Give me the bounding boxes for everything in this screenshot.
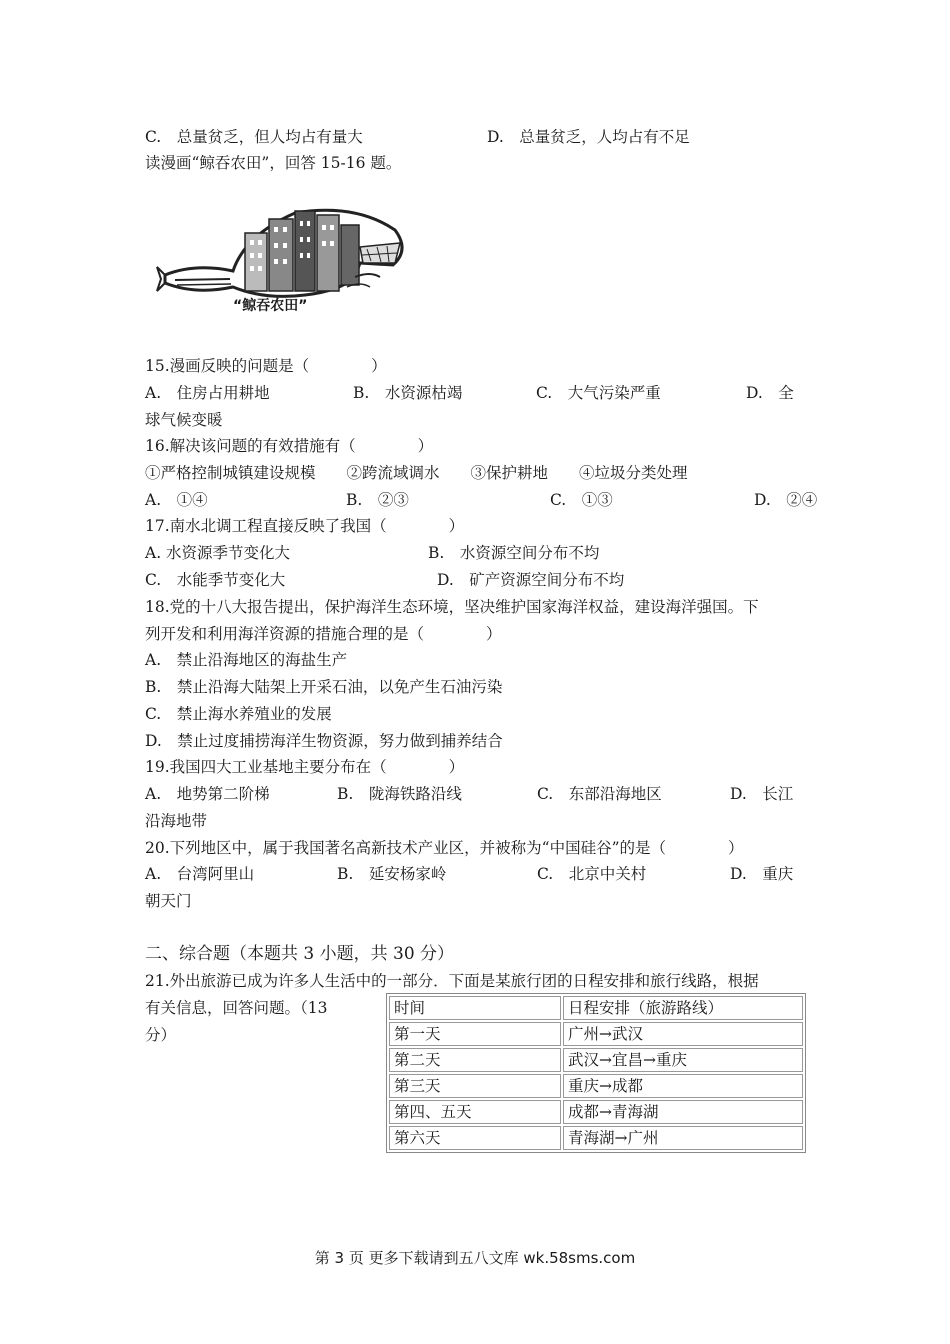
page-footer: 第 3 页 更多下载请到五八文库 wk.58sms.com bbox=[314, 1249, 636, 1267]
q21-stem-line1: 21.外出旅游已成为许多人生活中的一部分．下面是某旅行团的日程安排和旅行线路，根据 bbox=[145, 972, 759, 990]
q20-option-d: D. 重庆 bbox=[730, 865, 794, 883]
q18-stem-line2: 列开发和利用海洋资源的措施合理的是（ ） bbox=[145, 625, 502, 643]
q21-stem-line3: 分） bbox=[145, 1026, 177, 1044]
table-cell-day: 第二天 bbox=[389, 1048, 561, 1072]
table-header-cell: 日程安排（旅游路线） bbox=[563, 996, 803, 1020]
table-cell-route: 广州→武汉 bbox=[563, 1022, 803, 1046]
table-row bbox=[389, 1126, 803, 1150]
table-cell-route: 武汉→宜昌→重庆 bbox=[563, 1048, 803, 1072]
section-heading: 二、综合题（本题共 3 小题，共 30 分） bbox=[145, 944, 455, 964]
q20-option-d-cont: 朝天门 bbox=[145, 892, 192, 910]
table-row bbox=[389, 1022, 803, 1046]
q19-option-d: D. 长江 bbox=[730, 785, 794, 803]
q20-option-c: C. 北京中关村 bbox=[537, 865, 647, 883]
table-cell-day: 第六天 bbox=[389, 1126, 561, 1150]
q17-option-d: D. 矿产资源空间分布不均 bbox=[437, 571, 625, 589]
table-cell-route: 成都→青海湖 bbox=[563, 1100, 803, 1124]
whale-cartoon-image bbox=[155, 205, 415, 320]
q14-option-d: D. 总量贫乏，人均占有不足 bbox=[487, 128, 690, 146]
q16-option-c: C. ①③ bbox=[550, 491, 613, 509]
q15-option-d-cont: 球气候变暖 bbox=[145, 411, 223, 429]
table-cell-route: 重庆→成都 bbox=[563, 1074, 803, 1098]
q16-option-a: A. ①④ bbox=[145, 491, 208, 509]
table-cell-day: 第四、五天 bbox=[389, 1100, 561, 1124]
table-cell-day: 第三天 bbox=[389, 1074, 561, 1098]
q14-option-c: C. 总量贫乏，但人均占有量大 bbox=[145, 128, 363, 146]
table-cell-route: 青海湖→广州 bbox=[563, 1126, 803, 1150]
q20-stem: 20.下列地区中，属于我国著名高新技术产业区，并被称为“中国硅谷”的是（ ） bbox=[145, 839, 744, 857]
q20-option-b: B. 延安杨家岭 bbox=[337, 865, 447, 883]
table-header-cell: 时间 bbox=[389, 996, 561, 1020]
q20-option-a: A. 台湾阿里山 bbox=[145, 865, 255, 883]
q18-option-c: C. 禁止海水养殖业的发展 bbox=[145, 705, 332, 723]
q17-stem: 17.南水北调工程直接反映了我国（ ） bbox=[145, 517, 465, 535]
table-row bbox=[389, 1048, 803, 1072]
table-row bbox=[389, 1100, 803, 1124]
q18-option-b: B. 禁止沿海大陆架上开采石油，以免产生石油污染 bbox=[145, 678, 503, 696]
table-row bbox=[389, 1074, 803, 1098]
itinerary-table bbox=[386, 993, 806, 1153]
q19-option-d-cont: 沿海地带 bbox=[145, 812, 208, 830]
q18-option-a: A. 禁止沿海地区的海盐生产 bbox=[145, 651, 348, 669]
q16-option-b: B. ②③ bbox=[346, 491, 409, 509]
q16-option-d: D. ②④ bbox=[754, 491, 818, 509]
q16-stem: 16.解决该问题的有效措施有（ ） bbox=[145, 437, 434, 455]
q15-option-c: C. 大气污染严重 bbox=[536, 384, 661, 402]
q15-option-d: D. 全 bbox=[746, 384, 794, 402]
q16-items: ①严格控制城镇建设规模 ②跨流域调水 ③保护耕地 ④垃圾分类处理 bbox=[145, 464, 688, 482]
q17-option-a: A. 水资源季节变化大 bbox=[145, 544, 291, 562]
q19-stem: 19.我国四大工业基地主要分布在（ ） bbox=[145, 758, 465, 776]
q15-option-a: A. 住房占用耕地 bbox=[145, 384, 270, 402]
table-header-row bbox=[389, 996, 803, 1020]
q19-option-a: A. 地势第二阶梯 bbox=[145, 785, 270, 803]
table-cell-day: 第一天 bbox=[389, 1022, 561, 1046]
q19-option-b: B. 陇海铁路沿线 bbox=[337, 785, 462, 803]
q15-stem: 15.漫画反映的问题是（ ） bbox=[145, 357, 387, 375]
q17-option-c: C. 水能季节变化大 bbox=[145, 571, 286, 589]
comic-intro: 读漫画“鲸吞农田”，回答 15-16 题。 bbox=[145, 154, 402, 172]
cartoon-caption: “鲸吞农田” bbox=[233, 298, 308, 314]
q17-option-b: B. 水资源空间分布不均 bbox=[428, 544, 600, 562]
q15-option-b: B. 水资源枯竭 bbox=[353, 384, 463, 402]
q19-option-c: C. 东部沿海地区 bbox=[537, 785, 662, 803]
q18-stem-line1: 18.党的十八大报告提出，保护海洋生态环境，坚决维护国家海洋权益，建设海洋强国。下 bbox=[145, 598, 759, 616]
q18-option-d: D. 禁止过度捕捞海洋生物资源，努力做到捕养结合 bbox=[145, 732, 503, 750]
q21-stem-line2: 有关信息，回答问题。（13 bbox=[145, 999, 328, 1017]
